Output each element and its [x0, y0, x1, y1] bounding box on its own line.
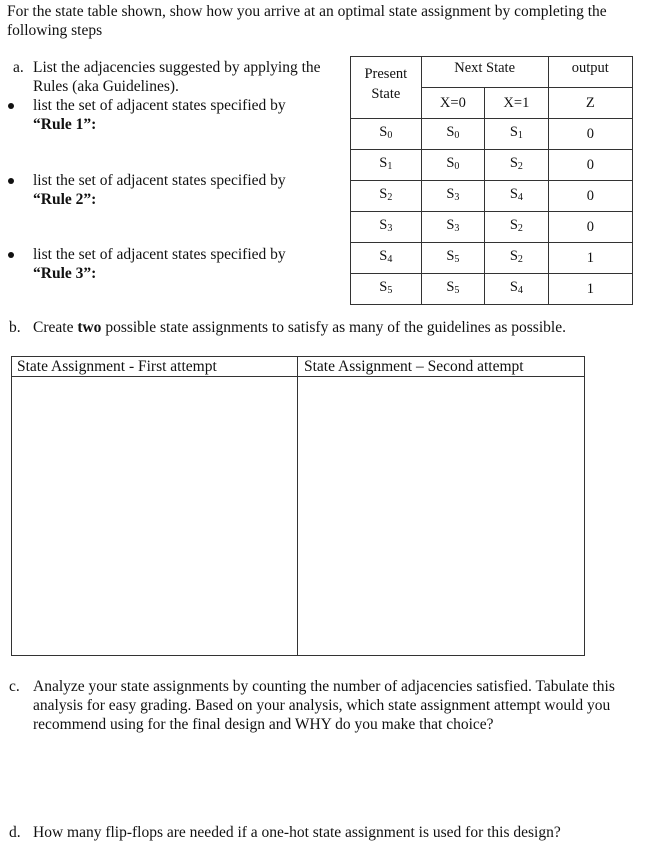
- present-state-header: Present State: [351, 57, 422, 119]
- first-attempt-header: State Assignment - First attempt: [17, 358, 217, 375]
- bullet-dot-icon: [8, 252, 14, 258]
- z-header: Z: [548, 88, 632, 119]
- part-a-text: List the adjacencies suggested by applying the Rules (aka Guidelines).: [33, 59, 321, 95]
- output-z-cell: 1: [548, 274, 632, 305]
- next-state-x1-cell: $S_4$: [485, 274, 549, 305]
- output-z-cell: 0: [548, 212, 632, 243]
- rule-2-label: “Rule 2”:: [33, 191, 97, 208]
- next-state-header: Next State: [421, 57, 548, 88]
- rule-3-text: list the set of adjacent states specified by “Rule 3”:: [33, 246, 286, 282]
- part-b-text: Create two possible state assignments to satisfy as many of the guidelines as possible.: [33, 319, 566, 336]
- second-attempt-header: State Assignment – Second attempt: [304, 358, 524, 375]
- part-c-marker: c.: [9, 678, 20, 695]
- part-c-text: Analyze your state assignments by counting the number of adjacencies satisfied. Tabulate this analysis for easy grading. Based on your analysis, which state assignment attempt would you recommend using for the final design and WHY do you make that choice?: [33, 678, 615, 733]
- part-a-marker: a.: [13, 59, 24, 76]
- present-state-cell: $S_4$: [351, 243, 422, 274]
- part-d-text: How many flip-flops are needed if a one-hot state assignment is used for this design?: [33, 824, 561, 841]
- rule-1-label: “Rule 1”:: [33, 116, 97, 133]
- output-z-cell: 0: [548, 150, 632, 181]
- next-state-x1-cell: $S_2$: [485, 243, 549, 274]
- rule-1-text: list the set of adjacent states specified by “Rule 1”:: [33, 97, 286, 133]
- present-state-cell: $S_2$: [351, 181, 422, 212]
- state-row: [351, 150, 633, 181]
- next-state-x0-cell: $S_3$: [421, 212, 485, 243]
- next-state-x0-cell: $S_0$: [421, 150, 485, 181]
- state-row: [351, 274, 633, 305]
- next-state-x0-cell: $S_5$: [421, 243, 485, 274]
- present-state-cell: $S_1$: [351, 150, 422, 181]
- output-z-cell: 0: [548, 119, 632, 150]
- x0-header: X=0: [421, 88, 485, 119]
- rule-2-text: list the set of adjacent states specified by “Rule 2”:: [33, 172, 286, 208]
- state-assignment-table: [11, 356, 585, 656]
- state-row: [351, 212, 633, 243]
- next-state-x1-cell: $S_4$: [485, 181, 549, 212]
- x1-header: X=1: [485, 88, 549, 119]
- state-row: [351, 243, 633, 274]
- present-state-cell: $S_3$: [351, 212, 422, 243]
- next-state-x1-cell: $S_1$: [485, 119, 549, 150]
- column-divider: [297, 357, 298, 655]
- part-b-marker: b.: [9, 319, 21, 336]
- next-state-x1-cell: $S_2$: [485, 150, 549, 181]
- next-state-x0-cell: $S_3$: [421, 181, 485, 212]
- bullet-dot-icon: [8, 103, 14, 109]
- state-row: [351, 119, 633, 150]
- present-state-cell: $S_5$: [351, 274, 422, 305]
- bullet-dot-icon: [8, 178, 14, 184]
- rule-3-label: “Rule 3”:: [33, 265, 97, 282]
- output-z-cell: 1: [548, 243, 632, 274]
- next-state-x0-cell: $S_0$: [421, 119, 485, 150]
- state-table: [350, 56, 633, 305]
- state-row: [351, 181, 633, 212]
- intro-text: For the state table shown, show how you arrive at an optimal state assignment by completing the following steps: [7, 3, 607, 39]
- output-z-cell: 0: [548, 181, 632, 212]
- present-state-cell: $S_0$: [351, 119, 422, 150]
- next-state-x1-cell: $S_2$: [485, 212, 549, 243]
- next-state-x0-cell: $S_5$: [421, 274, 485, 305]
- part-d-marker: d.: [9, 824, 21, 841]
- header-divider: [12, 376, 584, 377]
- output-header: output: [548, 57, 632, 88]
